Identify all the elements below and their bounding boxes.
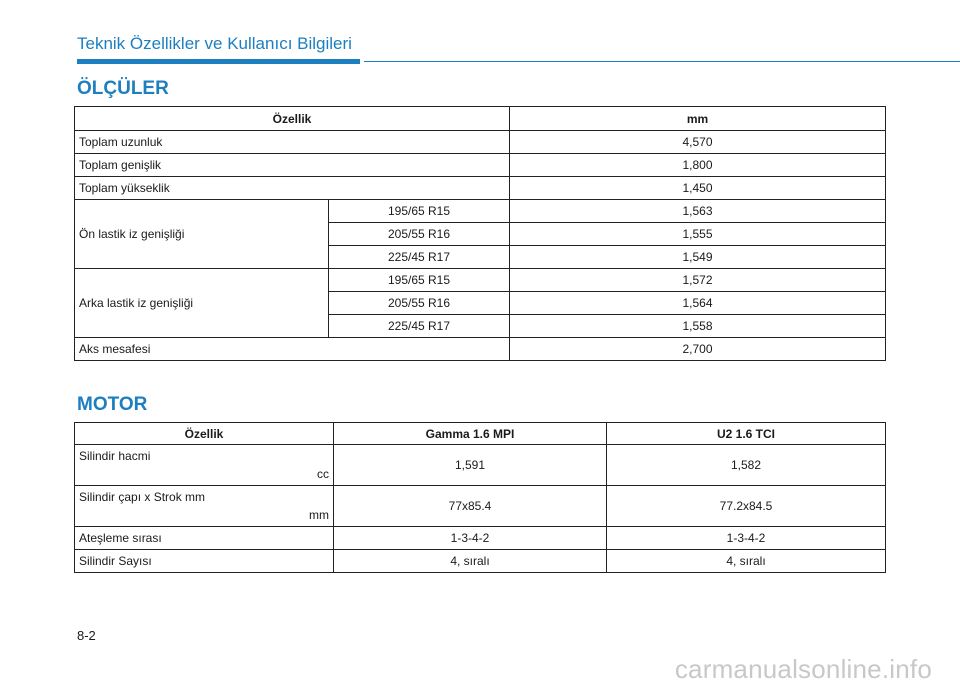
rear-track-label: Arka lastik iz genişliği xyxy=(75,269,329,338)
tire-size: 205/55 R16 xyxy=(329,292,510,315)
row-value: 1,558 xyxy=(510,315,886,338)
row-label: Ateşleme sırası xyxy=(75,527,334,550)
watermark: carmanualsonline.info xyxy=(674,654,932,684)
table-header-row xyxy=(75,423,886,445)
row-label: Silindir çapı x Strok mm xyxy=(79,490,206,504)
header-rule xyxy=(364,61,960,62)
row-value: 4,570 xyxy=(510,131,886,154)
row-value: 1,591 xyxy=(334,445,607,486)
row-label-cell xyxy=(75,445,334,486)
row-value: 1,450 xyxy=(510,177,886,200)
motor-section-title: MOTOR xyxy=(77,394,148,415)
page-number: 8-2 xyxy=(77,628,96,643)
motor-table xyxy=(74,422,886,573)
row-unit: cc xyxy=(317,467,329,481)
table-row xyxy=(75,445,886,486)
row-value: 2,700 xyxy=(510,338,886,361)
column-header-unit: mm xyxy=(510,107,886,131)
tire-size: 195/65 R15 xyxy=(329,200,510,223)
row-value: 1,800 xyxy=(510,154,886,177)
table-row xyxy=(75,131,886,154)
tire-size: 225/45 R17 xyxy=(329,246,510,269)
table-row xyxy=(75,177,886,200)
tire-size: 225/45 R17 xyxy=(329,315,510,338)
tire-size: 195/65 R15 xyxy=(329,269,510,292)
row-value: 77x85.4 xyxy=(334,486,607,527)
row-label-cell xyxy=(75,486,334,527)
row-label: Toplam genişlik xyxy=(75,154,510,177)
column-header-engine-2: U2 1.6 TCI xyxy=(607,423,886,445)
row-value: 4, sıralı xyxy=(334,550,607,573)
row-value: 1,572 xyxy=(510,269,886,292)
row-label: Toplam yükseklik xyxy=(75,177,510,200)
row-value: 1,582 xyxy=(607,445,886,486)
table-row xyxy=(75,486,886,527)
table-row xyxy=(75,200,886,223)
row-value: 4, sıralı xyxy=(607,550,886,573)
row-value: 1-3-4-2 xyxy=(334,527,607,550)
table-row xyxy=(75,269,886,292)
table-row xyxy=(75,338,886,361)
column-header-feature: Özellik xyxy=(75,423,334,445)
row-value: 1,549 xyxy=(510,246,886,269)
table-row xyxy=(75,550,886,573)
row-value: 77.2x84.5 xyxy=(607,486,886,527)
row-label: Silindir Sayısı xyxy=(75,550,334,573)
row-label: Aks mesafesi xyxy=(75,338,510,361)
row-value: 1-3-4-2 xyxy=(607,527,886,550)
header-accent-bar xyxy=(77,59,360,64)
table-header-row xyxy=(75,107,886,131)
row-label: Toplam uzunluk xyxy=(75,131,510,154)
table-row xyxy=(75,527,886,550)
row-value: 1,563 xyxy=(510,200,886,223)
row-value: 1,564 xyxy=(510,292,886,315)
row-value: 1,555 xyxy=(510,223,886,246)
column-header-feature: Özellik xyxy=(75,107,510,131)
header-title: Teknik Özellikler ve Kullanıcı Bilgileri xyxy=(77,34,352,53)
dimensions-section-title: ÖLÇÜLER xyxy=(77,78,169,99)
table-row xyxy=(75,154,886,177)
column-header-engine-1: Gamma 1.6 MPI xyxy=(334,423,607,445)
row-label: Silindir hacmi xyxy=(79,449,151,463)
tire-size: 205/55 R16 xyxy=(329,223,510,246)
front-track-label: Ön lastik iz genişliği xyxy=(75,200,329,269)
dimensions-table xyxy=(74,106,886,361)
row-unit: mm xyxy=(309,508,329,522)
